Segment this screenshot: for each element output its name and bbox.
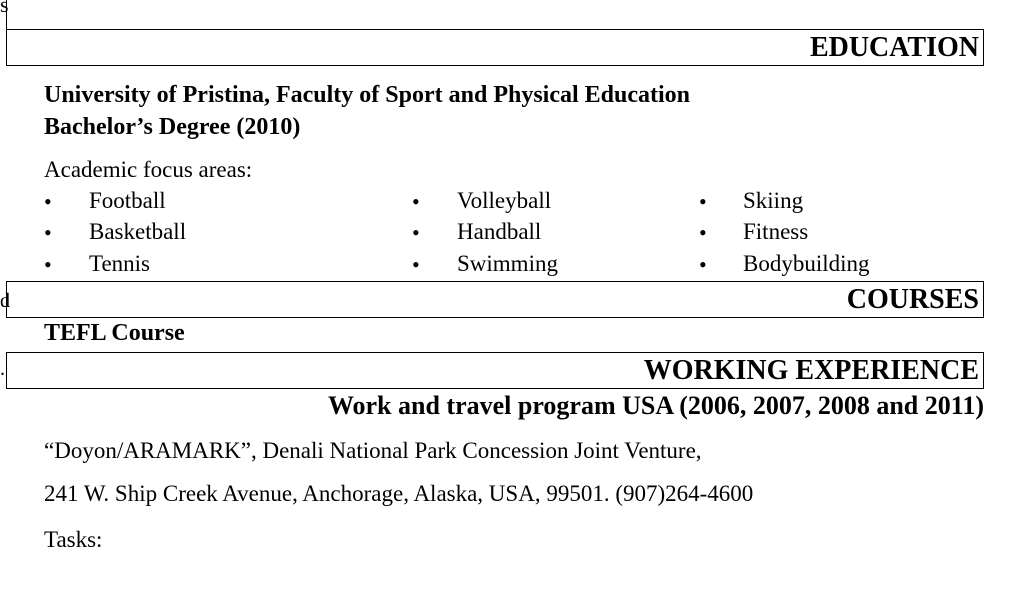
list-item: Handball: [457, 219, 542, 244]
education-header: [6, 29, 984, 66]
program-title: Work and travel program USA (2006, 2007, 2008 and 2011): [327, 391, 984, 420]
list-item: Fitness: [743, 219, 809, 244]
list-bullet: •: [44, 189, 52, 214]
list-bullet: •: [412, 252, 420, 277]
list-item: Tennis: [89, 251, 150, 276]
list-item: Skiing: [743, 188, 804, 213]
list-item: Bodybuilding: [743, 251, 870, 276]
list-bullet: •: [44, 252, 52, 277]
list-item: Football: [89, 188, 166, 213]
address-line: 241 W. Ship Creek Avenue, Anchorage, Alaska, USA, 99501. (907)264-4600: [44, 481, 754, 506]
tasks-label: Tasks:: [44, 527, 103, 552]
experience-header: [6, 352, 984, 389]
employer-line: “Doyon/ARAMARK”, Denali National Park Concession Joint Venture,: [44, 438, 702, 463]
focus-areas-label: Academic focus areas:: [44, 157, 253, 182]
list-bullet: •: [412, 189, 420, 214]
list-bullet: •: [412, 220, 420, 245]
degree-title: Bachelor’s Degree (2010): [44, 114, 301, 140]
courses-header: [6, 281, 984, 318]
clipped-text-fragment: s: [0, 0, 9, 17]
list-bullet: •: [699, 252, 707, 277]
clipped-text-fragment: .: [0, 358, 5, 380]
page-border-fragment: [0, 0, 7, 29]
list-bullet: •: [44, 220, 52, 245]
clipped-text-fragment: d: [0, 290, 10, 312]
list-bullet: •: [699, 220, 707, 245]
list-item: Volleyball: [457, 188, 552, 213]
list-bullet: •: [699, 189, 707, 214]
list-item: Swimming: [457, 251, 558, 276]
education-heading: EDUCATION: [809, 32, 979, 63]
course-name: TEFL Course: [44, 320, 185, 346]
institution-name: University of Pristina, Faculty of Sport and Physical Education: [44, 82, 691, 108]
experience-heading: WORKING EXPERIENCE: [643, 355, 979, 386]
list-item: Basketball: [89, 219, 187, 244]
courses-heading: COURSES: [846, 284, 979, 315]
